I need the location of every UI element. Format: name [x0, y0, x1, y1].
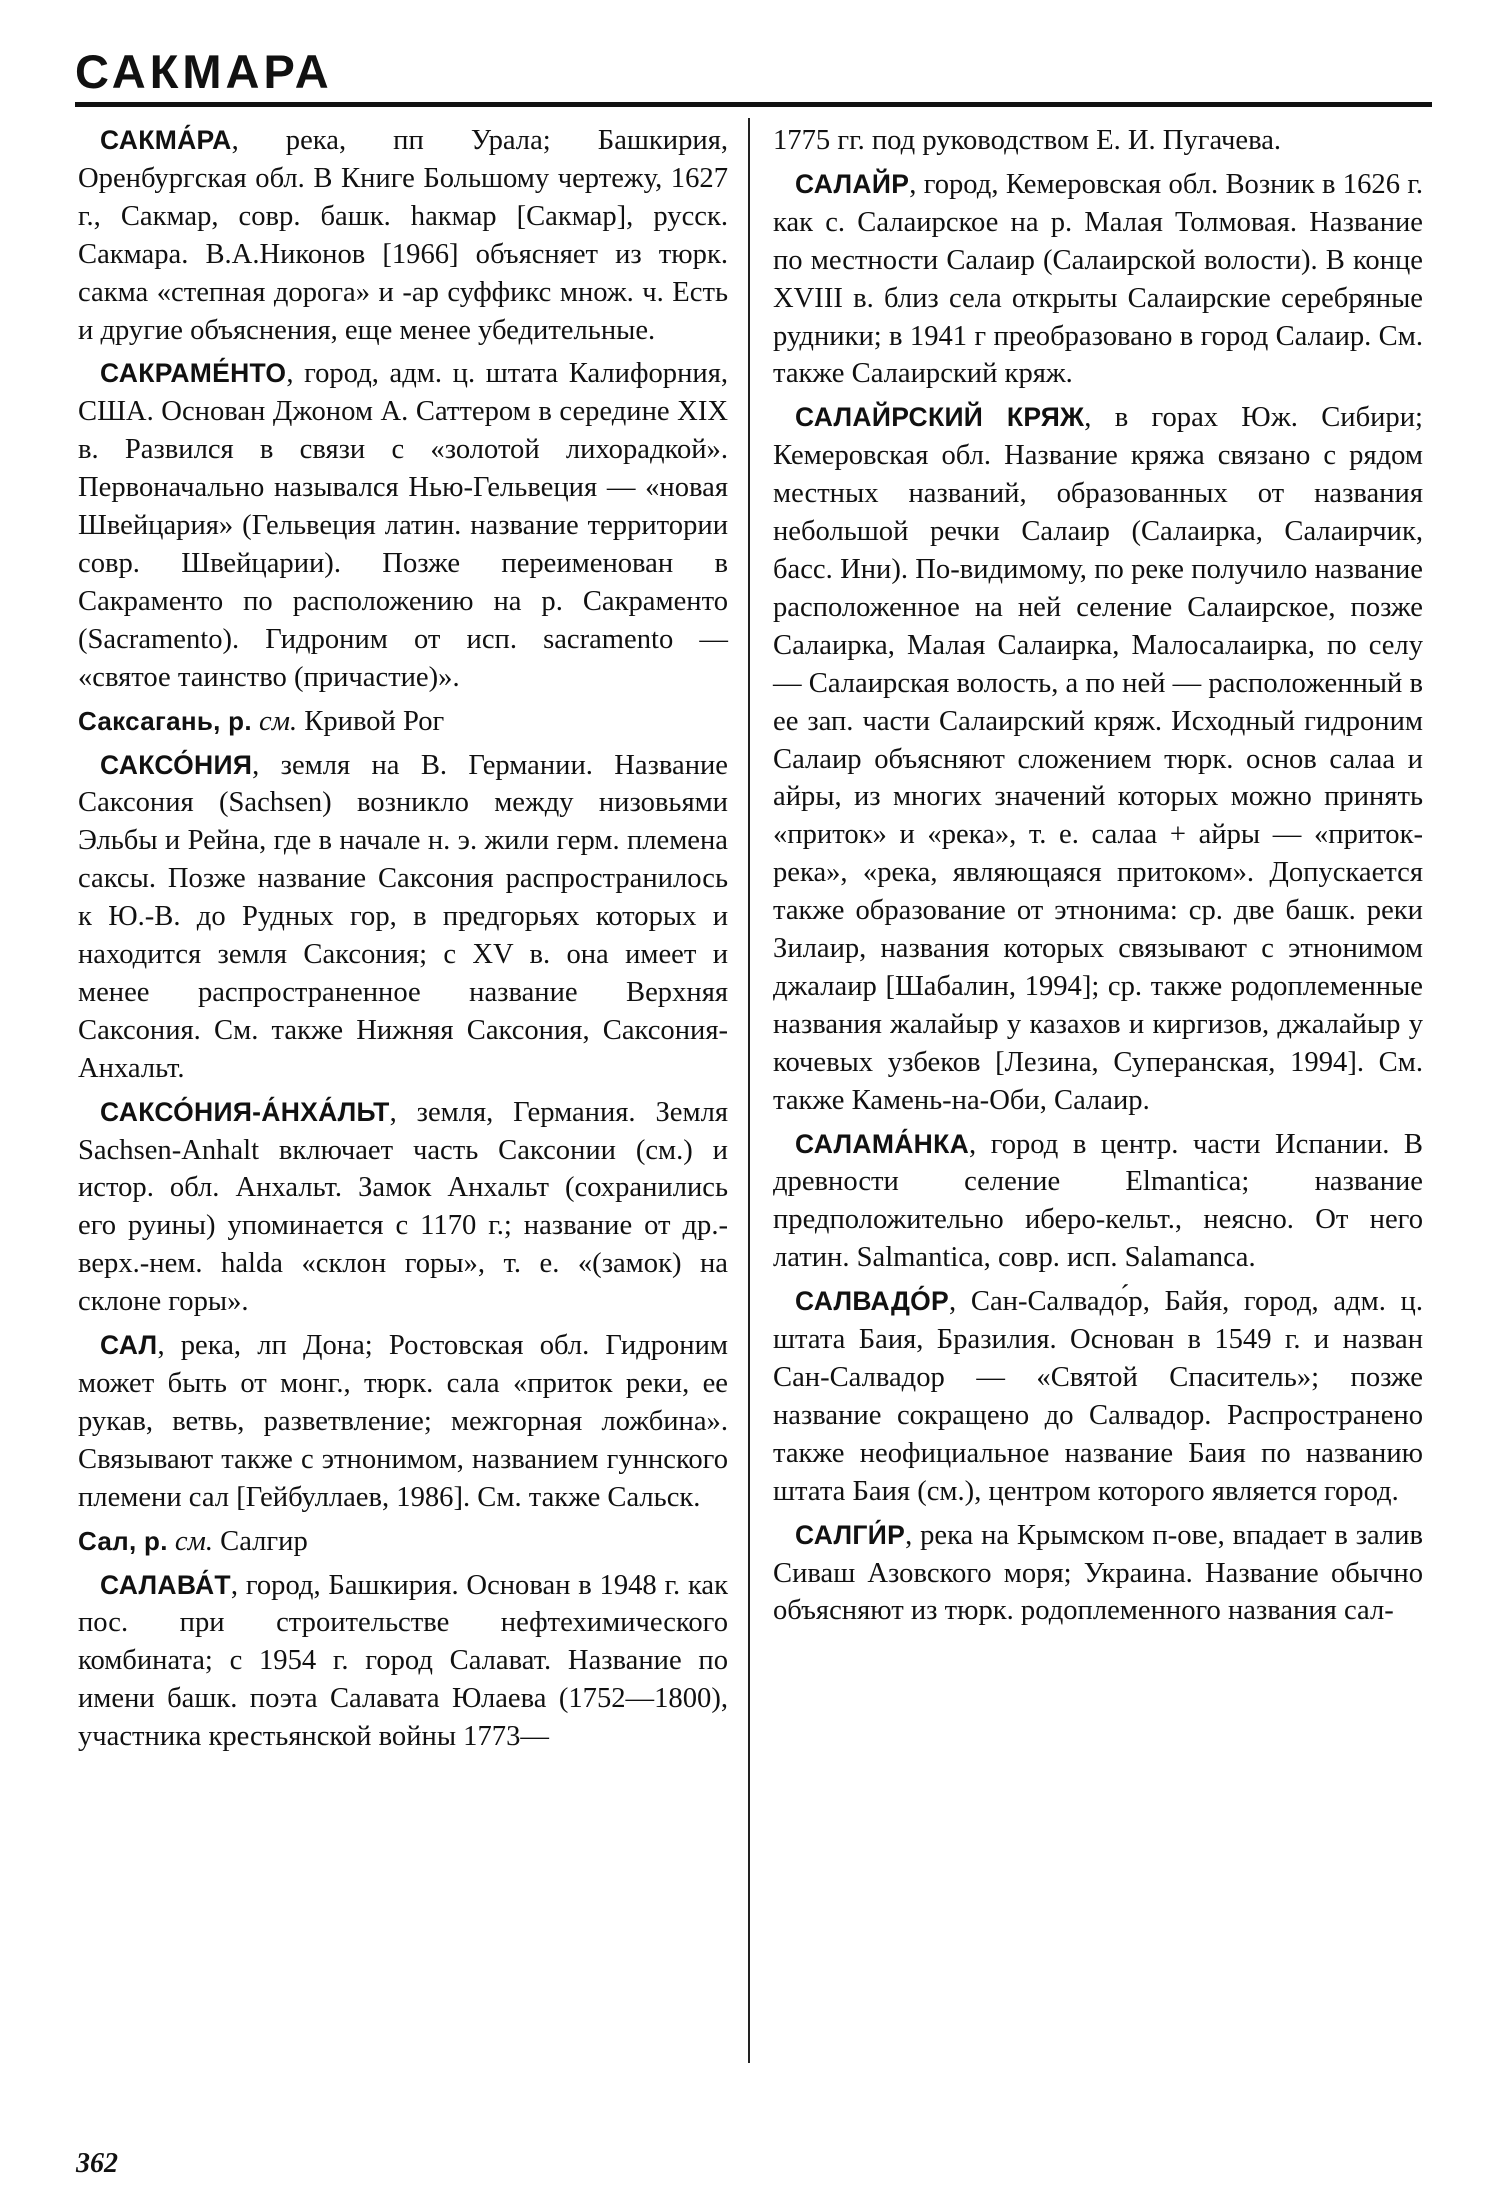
see-marker: см.: [174, 1525, 213, 1557]
dictionary-entry: [78, 1327, 728, 1517]
entry-body: , Сан-Салвадо́р, Байя, город, адм. ц. штата Баия, Бразилия. Основан в 1549 г. и назван Сан-Салвадор — «Святой Спаситель»; позже название сокращено до Салвадор. Распространено также неофициальное название Баия по названию штата Баия (см.), центром которого является город.: [773, 1286, 1423, 1507]
dictionary-entry: [78, 355, 728, 696]
entry-headword: САЛВАДО́Р: [795, 1286, 950, 1317]
entry-headword: САКМА́РА: [100, 125, 232, 155]
dictionary-entry: [773, 1283, 1423, 1510]
entry-body: , город, Башкирия. Основан в 1948 г. как пос. при строительстве нефтехимического комбината; с 1954 г. город Салават. Название по имени башк. поэта Салавата Юлаева (1752—1800), участника крестьянской войны 1773—: [78, 1569, 728, 1753]
entry-body: , река, лп Дона; Ростовская обл. Гидроним может быть от монг., тюрк. сала «приток реки, ее рукав, ветвь, разветвление; межгорная ложбина». Связывают также с этнонимом, названием гуннского племени сал [Гейбуллаев, 1986]. См. также Сальск.: [78, 1330, 728, 1513]
entry-headword: САКРАМЕ́НТО: [100, 358, 287, 389]
entry-body: Кривой Рог: [297, 705, 445, 737]
entry-body: , город, Кемеровская обл. Возник в 1626 г. как с. Салаирское на р. Малая Толмовая. Название по местности Салаир (Салаирской волости). В конце XVIII в. близ села открыты Салаирские серебряные рудники; в 1941 г преобразовано в город Салаир. См. также Салаирский кряж.: [773, 168, 1423, 390]
entry-headword: Сал, р.: [78, 1525, 168, 1556]
header-rule: [75, 102, 1432, 107]
entry-headword: САКСО́НИЯ-А́НХА́ЛЬТ: [100, 1096, 390, 1127]
see-marker: см.: [259, 705, 298, 737]
entry-body: , в горах Юж. Сибири; Кемеровская обл. Название кряжа связано с рядом местных названий, образованных от названия небольшой речки Салаир (Салаирка, Салаирчик, басс. Ини). По-видимому, по реке получило название расположенное на ней селение Салаирское, позже Салаирка, Малая Салаирка, Малосалаирка, по селу — Салаирская волость, а по ней — расположенный в ее зап. части Салаирский кряж. Исходный гидроним Салаир объясняют сложением тюрк. основ салаа и айры, из многих значений которых можно принять «приток» и «река», т. е. салаа + айры — «приток-река», «река, являющаяся притоком». Допускается также образование от этнонима: ср. две башк. реки Зилаир, названия которых связывают с этнонимом джалаир [Шабалин, 1994]; ср. также родоплеменные названия жалайыр у казахов и киргизов, джалайыр у кочевых узбеков [Лезина, Суперанская, 1994]. См. также Камень-на-Оби, Салаир.: [773, 402, 1423, 1116]
entry-headword: САЛАЙРСКИЙ КРЯЖ: [795, 402, 1085, 433]
column-divider: [748, 118, 750, 2063]
cross-reference-entry: [78, 703, 728, 741]
right-column: [773, 122, 1423, 1636]
entry-headword: САЛАВА́Т: [100, 1569, 231, 1600]
dictionary-entry: [78, 122, 728, 349]
entry-body: , река на Крымском п-ове, впадает в залив Сиваш Азовского моря; Украина. Название обычно объясняют из тюрк. родоплеменного названия сал-: [773, 1519, 1423, 1627]
entry-body: Салгир: [212, 1525, 308, 1557]
dictionary-entry: [78, 1094, 728, 1321]
dictionary-entry: [773, 166, 1423, 393]
entry-headword: САКСО́НИЯ: [100, 749, 253, 780]
dictionary-entry: [773, 1517, 1423, 1631]
running-head: САКМАРА: [75, 45, 333, 98]
dictionary-entry: [773, 122, 1423, 160]
dictionary-entry: [78, 1567, 728, 1757]
entry-body: , земля на В. Германии. Название Саксония (Sachsen) возникло между низовьями Эльбы и Рейна, где в начале н. э. жили герм. племена саксы. Позже название Саксония распространилось к Ю.-В. до Рудных гор, в предгорьях которых и находится земля Саксония; с XV в. она имеет и менее распространенное название Верхняя Саксония. См. также Нижняя Саксония, Саксония-Анхальт.: [78, 749, 728, 1084]
cross-reference-entry: [78, 1523, 728, 1561]
entry-body: , земля, Германия. Земля Sachsen-Anhalt включает часть Саксонии (см.) и истор. обл. Анхальт. Замок Анхальт (сохранились его руины) упоминается с 1170 г.; название от др.-верх.-нем. halda «склон горы», т. е. «(замок) на склоне горы».: [78, 1096, 728, 1318]
entry-headword: САЛ: [100, 1330, 158, 1361]
entry-body: , город, адм. ц. штата Калифорния, США. Основан Джоном А. Саттером в середине XIX в. Развился в связи с «золотой лихорадкой». Первоначально назывался Нью-Гельвеция — «новая Швейцария» (Гельвеция латин. название территории совр. Швейцарии). Позже переименован в Сакраменто по расположению на р. Сакраменто (Sacramento). Гидроним от исп. sacramento — «святое таинство (причастие)».: [78, 358, 728, 693]
entry-headword: Саксагань, р.: [78, 705, 252, 736]
dictionary-entry: [78, 747, 728, 1088]
entry-headword: САЛАЙР: [795, 168, 910, 199]
entry-body: 1775 гг. под руководством Е. И. Пугачева.: [773, 125, 1282, 156]
entry-body: , река, пп Урала; Башкирия, Оренбургская обл. В Книге Большому чертежу, 1627 г., Сакмар, совр. башк. һакмар [Сакмар], русск. Сакмара. В.А.Никонов [1966] объясняет из тюрк. сакма «степная дорога» и -ар суффикс множ. ч. Есть и другие объяснения, еще менее убедительные.: [78, 125, 728, 346]
entry-headword: САЛАМА́НКА: [795, 1128, 970, 1159]
entry-headword: САЛГИ́Р: [795, 1519, 906, 1550]
page-number: 362: [76, 2148, 118, 2179]
dictionary-entry: [773, 399, 1423, 1119]
left-column: [78, 122, 728, 1762]
dictionary-entry: [773, 1126, 1423, 1278]
entry-body: , город в центр. части Испании. В древности селение Elmantica; название предположительно иберо-кельт., неясно. От него латин. Salmantica, совр. исп. Salamanca.: [773, 1128, 1423, 1274]
